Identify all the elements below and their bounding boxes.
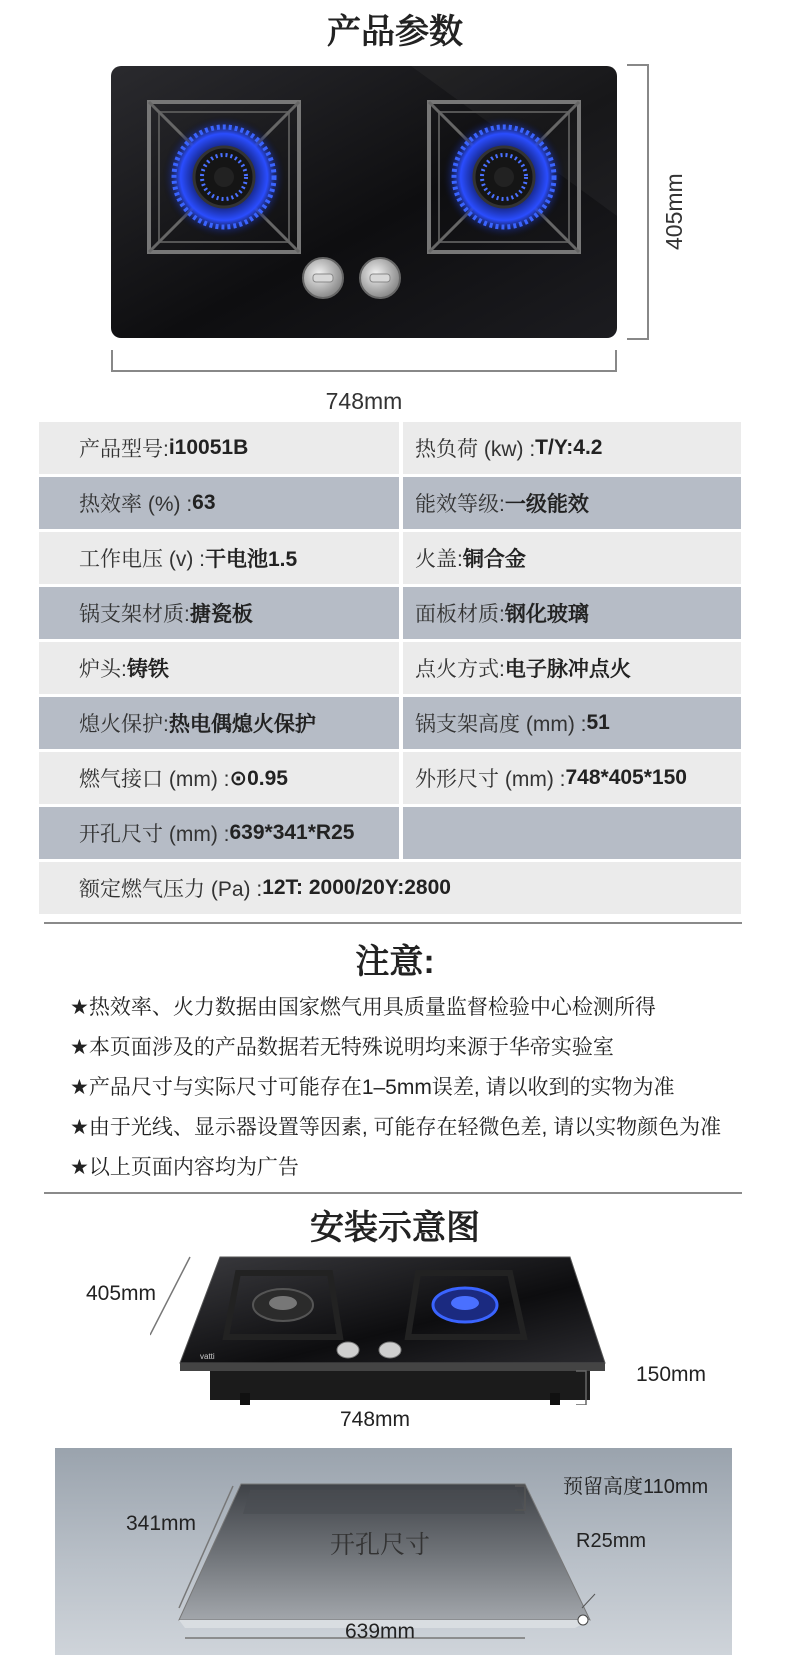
spec-row [39,807,741,859]
spec-value: i10051B [168,436,249,459]
spec-row [39,587,741,639]
spec-label: 热负荷 (kw) : [415,438,536,461]
spec-value: 748*405*150 [565,766,687,789]
spec-value: ⊙0.95 [229,766,288,790]
install-depth-label: 405mm [86,1282,157,1305]
spec-cell [39,587,399,639]
spec-label: 热效率 (%) : [79,493,193,516]
spec-cell [39,697,399,749]
height-dimension-label: 405mm [661,173,687,250]
page-title-params: 产品参数 [327,13,463,51]
install-height-label: 150mm [636,1363,707,1386]
spec-row [39,697,741,749]
notice-item: ★热效率、火力数据由国家燃气用具质量监督检验中心检测所得 [70,996,656,1019]
spec-label: 产品型号: [79,438,169,461]
spec-label: 点火方式: [415,658,505,681]
spec-label: 工作电压 (v) : [79,548,205,571]
spec-value: 干电池1.5 [205,548,298,571]
notice-item: ★由于光线、显示器设置等因素, 可能存在轻微色差, 请以实物颜色为准 [70,1116,722,1139]
spec-cell [39,422,399,474]
left-burner [149,102,299,252]
install-title: 安装示意图 [310,1209,480,1247]
spec-row [39,752,741,804]
cutout-radius-label: R25mm [576,1530,647,1552]
spec-cell [403,642,741,694]
spec-value: 12T: 2000/20Y:2800 [262,876,451,899]
width-dimension-line [111,350,617,372]
spec-row [39,477,741,529]
spec-value: 搪瓷板 [189,603,253,626]
cutout-width-label: 639mm [345,1620,416,1643]
spec-row [39,862,741,914]
notice-item: ★本页面涉及的产品数据若无特殊说明均来源于华帝实验室 [70,1036,614,1059]
spec-row [39,642,741,694]
width-dimension-label: 748mm [325,388,403,414]
spec-row [39,422,741,474]
spec-cell [39,642,399,694]
spec-value: 电子脉冲点火 [504,658,631,681]
spec-label: 面板材质: [415,603,505,626]
notice-item: ★以上页面内容均为广告 [70,1156,299,1179]
spec-cell [403,532,741,584]
install-width-label: 748mm [340,1408,411,1431]
cutout-depth-label: 341mm [126,1512,197,1535]
spec-label: 额定燃气压力 (Pa) : [79,878,263,901]
spec-cell [403,587,741,639]
spec-value: 一级能效 [504,493,589,516]
spec-cell [39,862,741,914]
cutout-center-label: 开孔尺寸 [330,1531,431,1559]
spec-row [39,532,741,584]
install-perspective-image [150,1255,620,1405]
spec-value: 51 [586,711,610,734]
spec-value: 钢化玻璃 [504,603,589,626]
spec-cell [403,697,741,749]
spec-value: 热电偶熄火保护 [168,713,316,736]
notice-list [70,988,770,1188]
spec-value: 63 [192,491,216,514]
spec-value: 639*341*R25 [229,821,355,844]
spec-value: 铜合金 [462,548,526,571]
spec-cell [39,807,399,859]
spec-table [39,422,741,917]
spec-label: 能效等级: [415,493,505,516]
spec-label: 锅支架高度 (mm) : [415,713,587,736]
spec-label: 熄火保护: [79,713,169,736]
spec-cell [39,752,399,804]
notice-title: 注意: [355,943,435,981]
spec-label: 燃气接口 (mm) : [79,768,230,791]
notice-item: ★产品尺寸与实际尺寸可能存在1–5mm误差, 请以收到的实物为准 [70,1076,675,1099]
spec-label: 火盖: [415,548,463,571]
cooktop-top-view-image [111,66,617,338]
spec-cell [39,477,399,529]
spec-label: 外形尺寸 (mm) : [415,768,566,791]
spec-label: 锅支架材质: [79,603,190,626]
height-dimension-line [627,64,649,340]
divider [44,1192,742,1194]
spec-cell [403,422,741,474]
spec-cell [403,477,741,529]
divider [44,922,742,924]
spec-label: 炉头: [79,658,127,681]
right-burner [429,102,579,252]
spec-value: T/Y:4.2 [535,436,603,459]
brand-mark: vatti [200,1352,215,1361]
spec-cell [39,532,399,584]
spec-value: 铸铁 [126,658,169,681]
spec-label: 开孔尺寸 (mm) : [79,823,230,846]
spec-cell [403,807,741,859]
cutout-reserve-height-label: 预留高度110mm [563,1476,709,1498]
spec-cell [403,752,741,804]
